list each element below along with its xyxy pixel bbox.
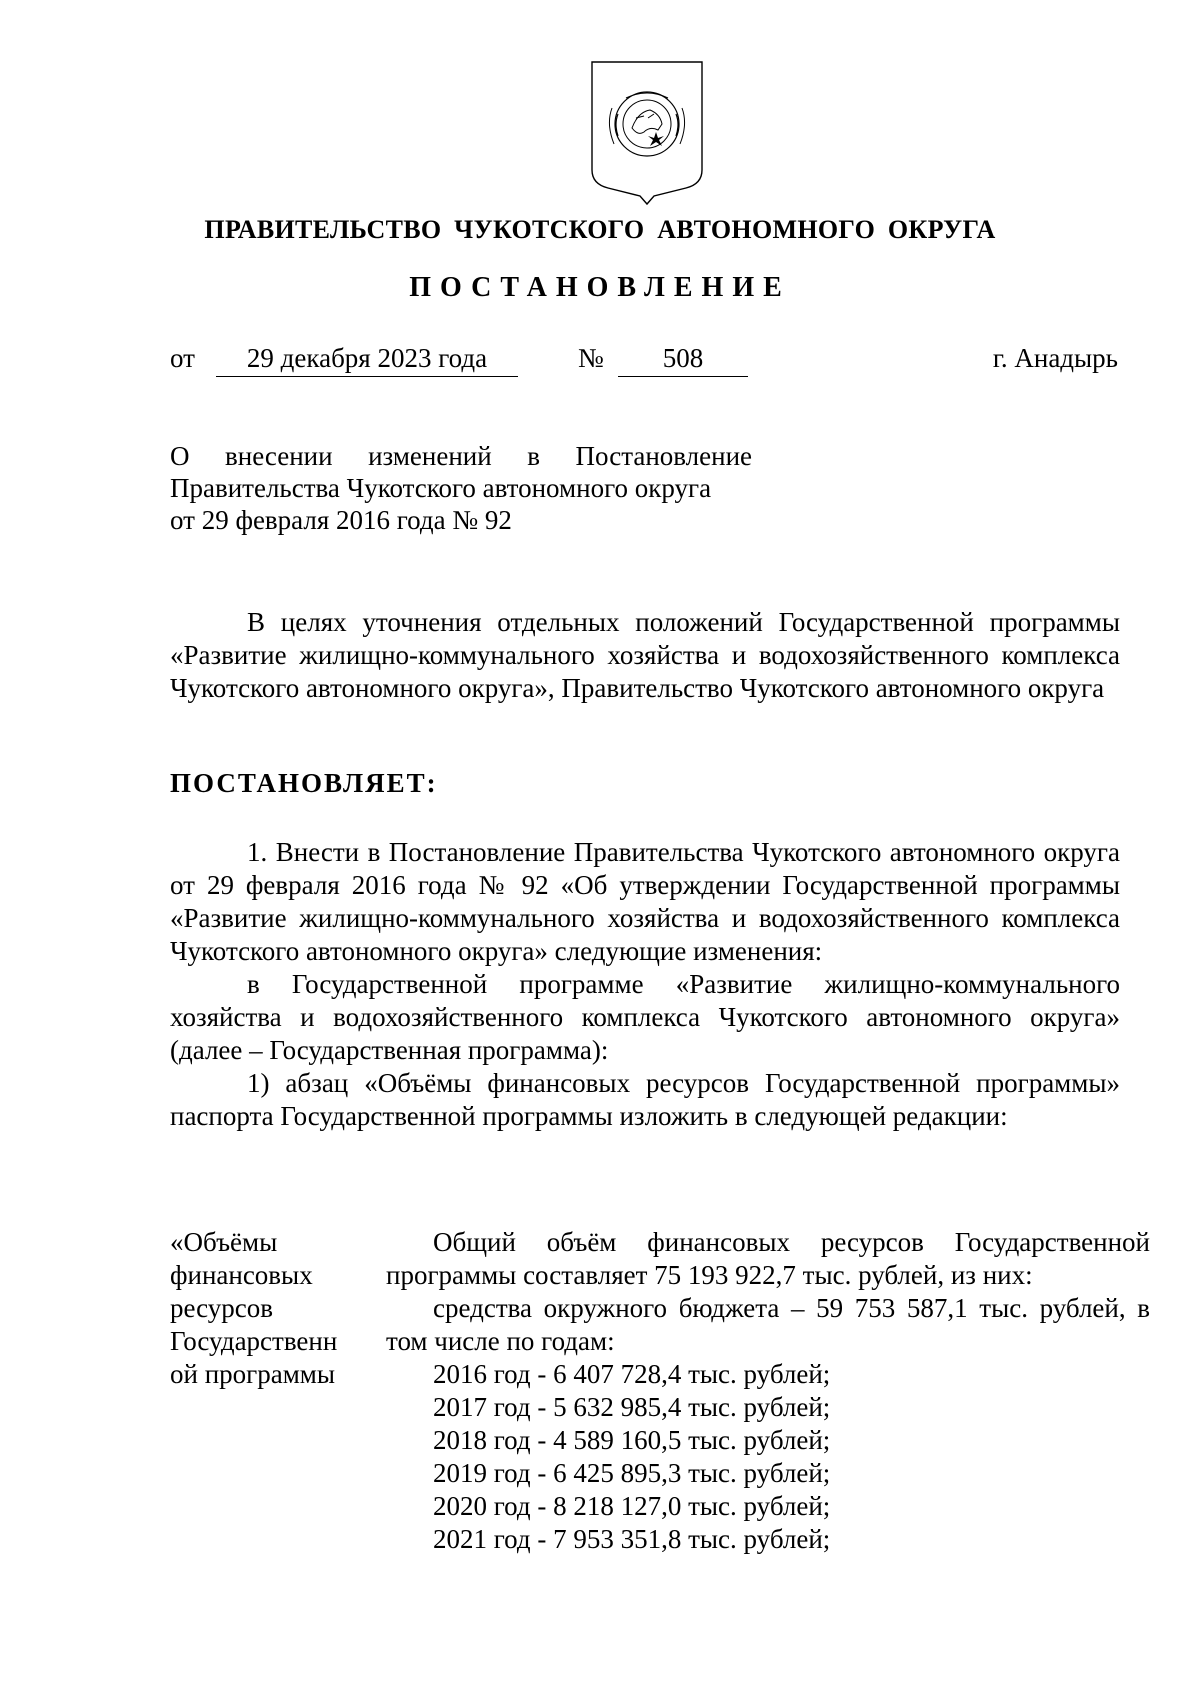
finance-label-line: «Объёмы xyxy=(170,1227,278,1257)
finance-district-budget: средства окружного бюджета – 59 753 587,1 тыс. рублей, в том числе по годам: xyxy=(386,1293,1150,1356)
finance-label-line: Государственн xyxy=(170,1326,338,1356)
intro-paragraph: В целях уточнения отдельных положений Государственной программы «Развитие жилищно-коммунального хозяйства и водохозяйственного комплекса Чукотского автономного округа», Правительство Чукотского автономного округа xyxy=(170,607,1120,703)
government-title: ПРАВИТЕЛЬСТВО ЧУКОТСКОГО АВТОНОМНОГО ОКРУГА xyxy=(204,215,996,244)
finance-details xyxy=(386,1226,1150,1556)
finance-year-row: 2019 год - 6 425 895,3 тыс. рублей; xyxy=(433,1458,831,1488)
decree-number: 508 xyxy=(618,343,748,377)
subject-line: от 29 февраля 2016 года № 92 xyxy=(170,505,512,535)
date-prefix: от xyxy=(170,343,195,373)
finance-label-line: ой программы xyxy=(170,1359,336,1389)
number-sign: № xyxy=(578,343,604,373)
document-type-title: ПОСТАНОВЛЕНИЕ xyxy=(409,272,791,303)
intro-section xyxy=(170,606,1120,705)
item-paragraph: 1. Внести в Постановление Правительства Чукотского автономного округа от 29 февраля 2016 года № 92 «Об утверждении Государственной программы «Развитие жилищно-коммунального хозяйства и водохозяйственного комплекса Чукотского автономного округа» следующие изменения: xyxy=(170,837,1120,966)
finance-total: Общий объём финансовых ресурсов Государственной программы составляет 75 193 922,7 тыс. рублей, из них: xyxy=(386,1227,1150,1290)
dateline xyxy=(170,343,1118,383)
subject-line: О внесении изменений в Постановление xyxy=(170,441,752,471)
subject-line: Правительства Чукотского автономного округа xyxy=(170,473,712,503)
finance-year-row: 2018 год - 4 589 160,5 тыс. рублей; xyxy=(433,1425,831,1455)
decree-date: 29 декабря 2023 года xyxy=(216,343,518,377)
decree-subject xyxy=(170,440,752,536)
resolves-heading: ПОСТАНОВЛЯЕТ: xyxy=(170,768,438,798)
finance-year-row: 2016 год - 6 407 728,4 тыс. рублей; xyxy=(433,1359,831,1389)
finance-year-row: 2021 год - 7 953 351,8 тыс. рублей; xyxy=(433,1524,831,1554)
finance-label-line: финансовых xyxy=(170,1260,313,1290)
finance-label xyxy=(170,1226,370,1391)
coat-of-arms-icon xyxy=(588,58,706,208)
items-section xyxy=(170,836,1120,1133)
finance-year-row: 2017 год - 5 632 985,4 тыс. рублей; xyxy=(433,1392,831,1422)
finance-label-line: ресурсов xyxy=(170,1293,274,1323)
city: г. Анадырь xyxy=(992,343,1118,373)
item-paragraph: в Государственной программе «Развитие жилищно-коммунального хозяйства и водохозяйственного комплекса Чукотского автономного округа» (далее – Государственная программа): xyxy=(170,969,1120,1065)
finance-year-row: 2020 год - 8 218 127,0 тыс. рублей; xyxy=(433,1491,831,1521)
item-paragraph: 1) абзац «Объёмы финансовых ресурсов Государственной программы» паспорта Государственной программы изложить в следующей редакции: xyxy=(170,1068,1120,1131)
